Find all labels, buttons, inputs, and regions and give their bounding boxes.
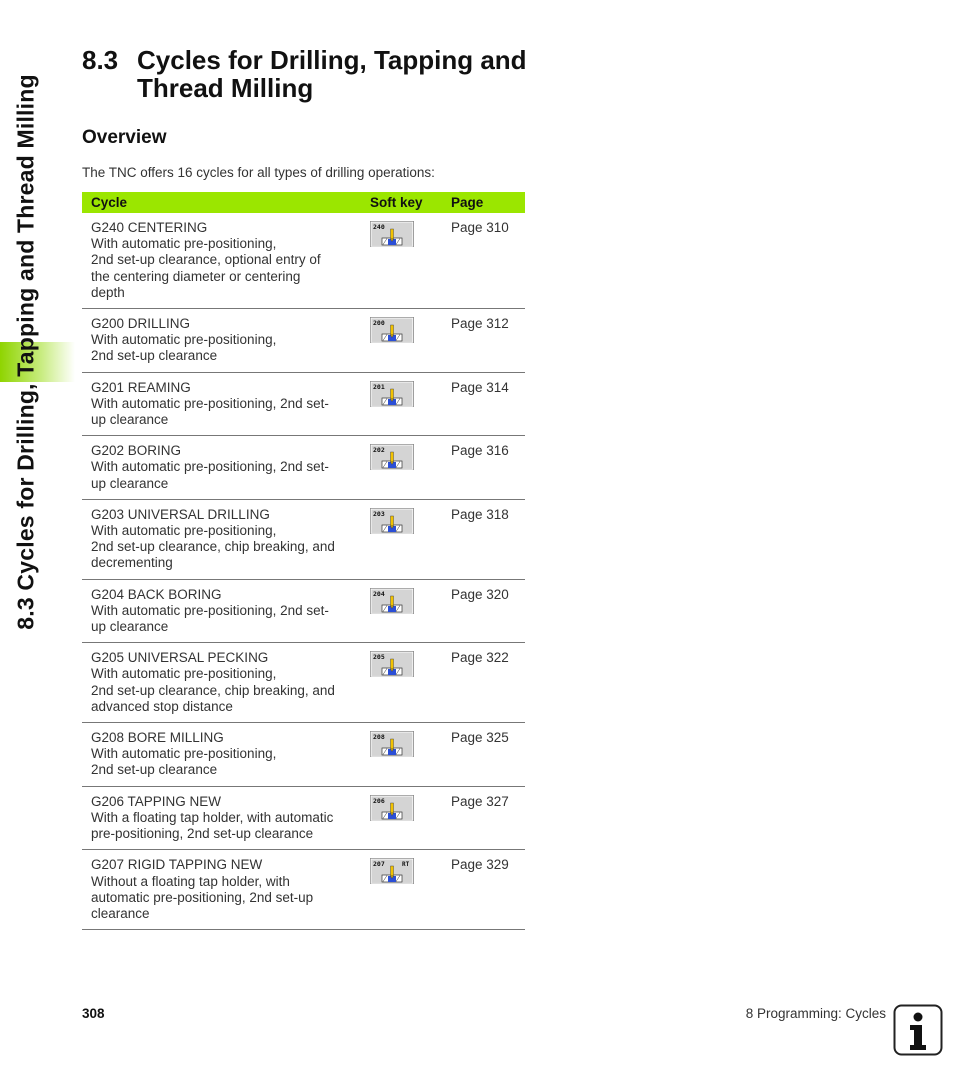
soft-key-label: 203	[373, 509, 385, 518]
table-row	[82, 372, 525, 436]
soft-key-203-icon[interactable]	[370, 508, 414, 534]
page-reference[interactable]: Page 310	[442, 213, 525, 309]
cycle-name: G201 REAMING	[91, 379, 191, 395]
cycle-cell	[82, 850, 361, 930]
table-row	[82, 643, 525, 723]
page-reference[interactable]: Page 322	[442, 643, 525, 723]
cycle-description-line: up clearance	[91, 619, 169, 635]
soft-key-201-icon[interactable]	[370, 381, 414, 407]
cycle-name: G204 BACK BORING	[91, 586, 222, 602]
info-icon	[893, 1004, 943, 1056]
soft-key-cell	[361, 213, 442, 309]
page-reference[interactable]: Page 320	[442, 579, 525, 643]
cycle-name: G208 BORE MILLING	[91, 730, 224, 746]
cycle-cell	[82, 723, 361, 787]
cycle-description-line: With automatic pre-positioning,	[91, 236, 277, 252]
cycle-description-line: With automatic pre-positioning, 2nd set-	[91, 395, 329, 411]
soft-key-label: 206	[373, 796, 385, 805]
cycle-name: G205 UNIVERSAL PECKING	[91, 650, 269, 666]
soft-key-200-icon[interactable]	[370, 317, 414, 343]
cycle-cell	[82, 786, 361, 850]
soft-key-cell	[361, 579, 442, 643]
cycle-description-line: the centering diameter or centering	[91, 268, 301, 284]
page-reference[interactable]: Page 312	[442, 309, 525, 373]
cycle-description-line: up clearance	[91, 475, 169, 491]
cycle-description-line: With a floating tap holder, with automatic	[91, 809, 334, 825]
soft-key-cell	[361, 786, 442, 850]
table-header-row	[82, 192, 525, 213]
soft-key-extra-label: RT	[402, 861, 410, 869]
soft-key-208-icon[interactable]	[370, 731, 414, 757]
cycle-cell	[82, 309, 361, 373]
cycle-description-line: automatic pre-positioning, 2nd set-up	[91, 889, 314, 905]
page-reference[interactable]: Page 316	[442, 436, 525, 500]
cycle-description-line: 2nd set-up clearance, chip breaking, and	[91, 682, 335, 698]
table-row	[82, 723, 525, 787]
soft-key-cell	[361, 499, 442, 579]
soft-key-cell	[361, 850, 442, 930]
cycle-description-line: up clearance	[91, 412, 169, 428]
header-soft-key: Soft key	[361, 192, 442, 213]
cycle-name: G240 CENTERING	[91, 220, 208, 235]
soft-key-cell	[361, 372, 442, 436]
side-tab-title: 8.3 Cycles for Drilling, Tapping and Thread Milling	[12, 74, 39, 630]
cycle-cell	[82, 643, 361, 723]
soft-key-cell	[361, 436, 442, 500]
table-row	[82, 436, 525, 500]
table-row	[82, 213, 525, 309]
page-reference[interactable]: Page 318	[442, 499, 525, 579]
soft-key-label: 240	[373, 223, 385, 231]
cycle-name: G207 RIGID TAPPING NEW	[91, 857, 263, 873]
cycle-description-line: With automatic pre-positioning,	[91, 523, 277, 539]
soft-key-cell	[361, 723, 442, 787]
soft-key-202-icon[interactable]	[370, 444, 414, 470]
cycle-name: G202 BORING	[91, 443, 182, 459]
cycle-name: G203 UNIVERSAL DRILLING	[91, 506, 270, 522]
table-row	[82, 579, 525, 643]
intro-text: The TNC offers 16 cycles for all types of drilling operations:	[82, 165, 435, 180]
soft-key-cell	[361, 643, 442, 723]
cycle-description-line: clearance	[91, 905, 150, 921]
cycle-cell	[82, 213, 361, 309]
soft-key-206-icon[interactable]	[370, 795, 414, 821]
soft-key-204-icon[interactable]	[370, 588, 414, 614]
cycle-description-line: 2nd set-up clearance	[91, 348, 218, 364]
cycle-description-line: decrementing	[91, 555, 173, 571]
cycle-description-line: 2nd set-up clearance	[91, 762, 218, 778]
chapter-title: Cycles for Drilling, Tapping and Thread Milling	[137, 45, 527, 103]
page-reference[interactable]: Page 327	[442, 786, 525, 850]
section-heading: Overview	[82, 127, 167, 148]
soft-key-label: 208	[373, 733, 385, 742]
cycle-description-line: With automatic pre-positioning,	[91, 746, 277, 762]
footer-chapter: 8 Programming: Cycles	[745, 1006, 886, 1021]
cycle-description-line: With automatic pre-positioning, 2nd set-	[91, 459, 329, 475]
table-row	[82, 309, 525, 373]
cycle-cell	[82, 499, 361, 579]
soft-key-207-icon[interactable]	[370, 858, 414, 884]
soft-key-205-icon[interactable]	[370, 651, 414, 677]
soft-key-240-icon[interactable]	[370, 221, 414, 247]
soft-key-label: 200	[373, 319, 385, 328]
cycle-description-line: With automatic pre-positioning,	[91, 666, 277, 682]
cycle-cell	[82, 372, 361, 436]
cycle-name: G206 TAPPING NEW	[91, 793, 222, 809]
chapter-heading	[82, 46, 552, 102]
page-reference[interactable]: Page 325	[442, 723, 525, 787]
cycle-description-line: With automatic pre-positioning,	[91, 332, 277, 348]
soft-key-label: 202	[373, 446, 385, 455]
header-cycle: Cycle	[82, 192, 361, 213]
cycle-description-line: 2nd set-up clearance, optional entry of	[91, 252, 321, 268]
soft-key-label: 205	[373, 653, 385, 662]
soft-key-label: 201	[373, 382, 385, 391]
table-row	[82, 499, 525, 579]
soft-key-label: 207	[373, 860, 385, 869]
soft-key-cell	[361, 309, 442, 373]
cycle-cell	[82, 436, 361, 500]
page-reference[interactable]: Page 314	[442, 372, 525, 436]
cycle-description-line: advanced stop distance	[91, 698, 233, 714]
page-number: 308	[82, 1006, 105, 1021]
cycle-cell	[82, 579, 361, 643]
table-row	[82, 850, 525, 930]
cycle-description-line: depth	[91, 284, 125, 300]
page-reference[interactable]: Page 329	[442, 850, 525, 930]
header-page: Page	[442, 192, 525, 213]
cycle-description-line: Without a floating tap holder, with	[91, 873, 290, 889]
cycle-name: G200 DRILLING	[91, 316, 191, 332]
cycle-description-line: 2nd set-up clearance, chip breaking, and	[91, 539, 335, 555]
cycles-table	[82, 192, 525, 930]
cycle-description-line: With automatic pre-positioning, 2nd set-	[91, 602, 329, 618]
cycle-description-line: pre-positioning, 2nd set-up clearance	[91, 826, 314, 842]
table-row	[82, 786, 525, 850]
chapter-number: 8.3	[82, 45, 119, 75]
soft-key-label: 204	[373, 589, 385, 598]
